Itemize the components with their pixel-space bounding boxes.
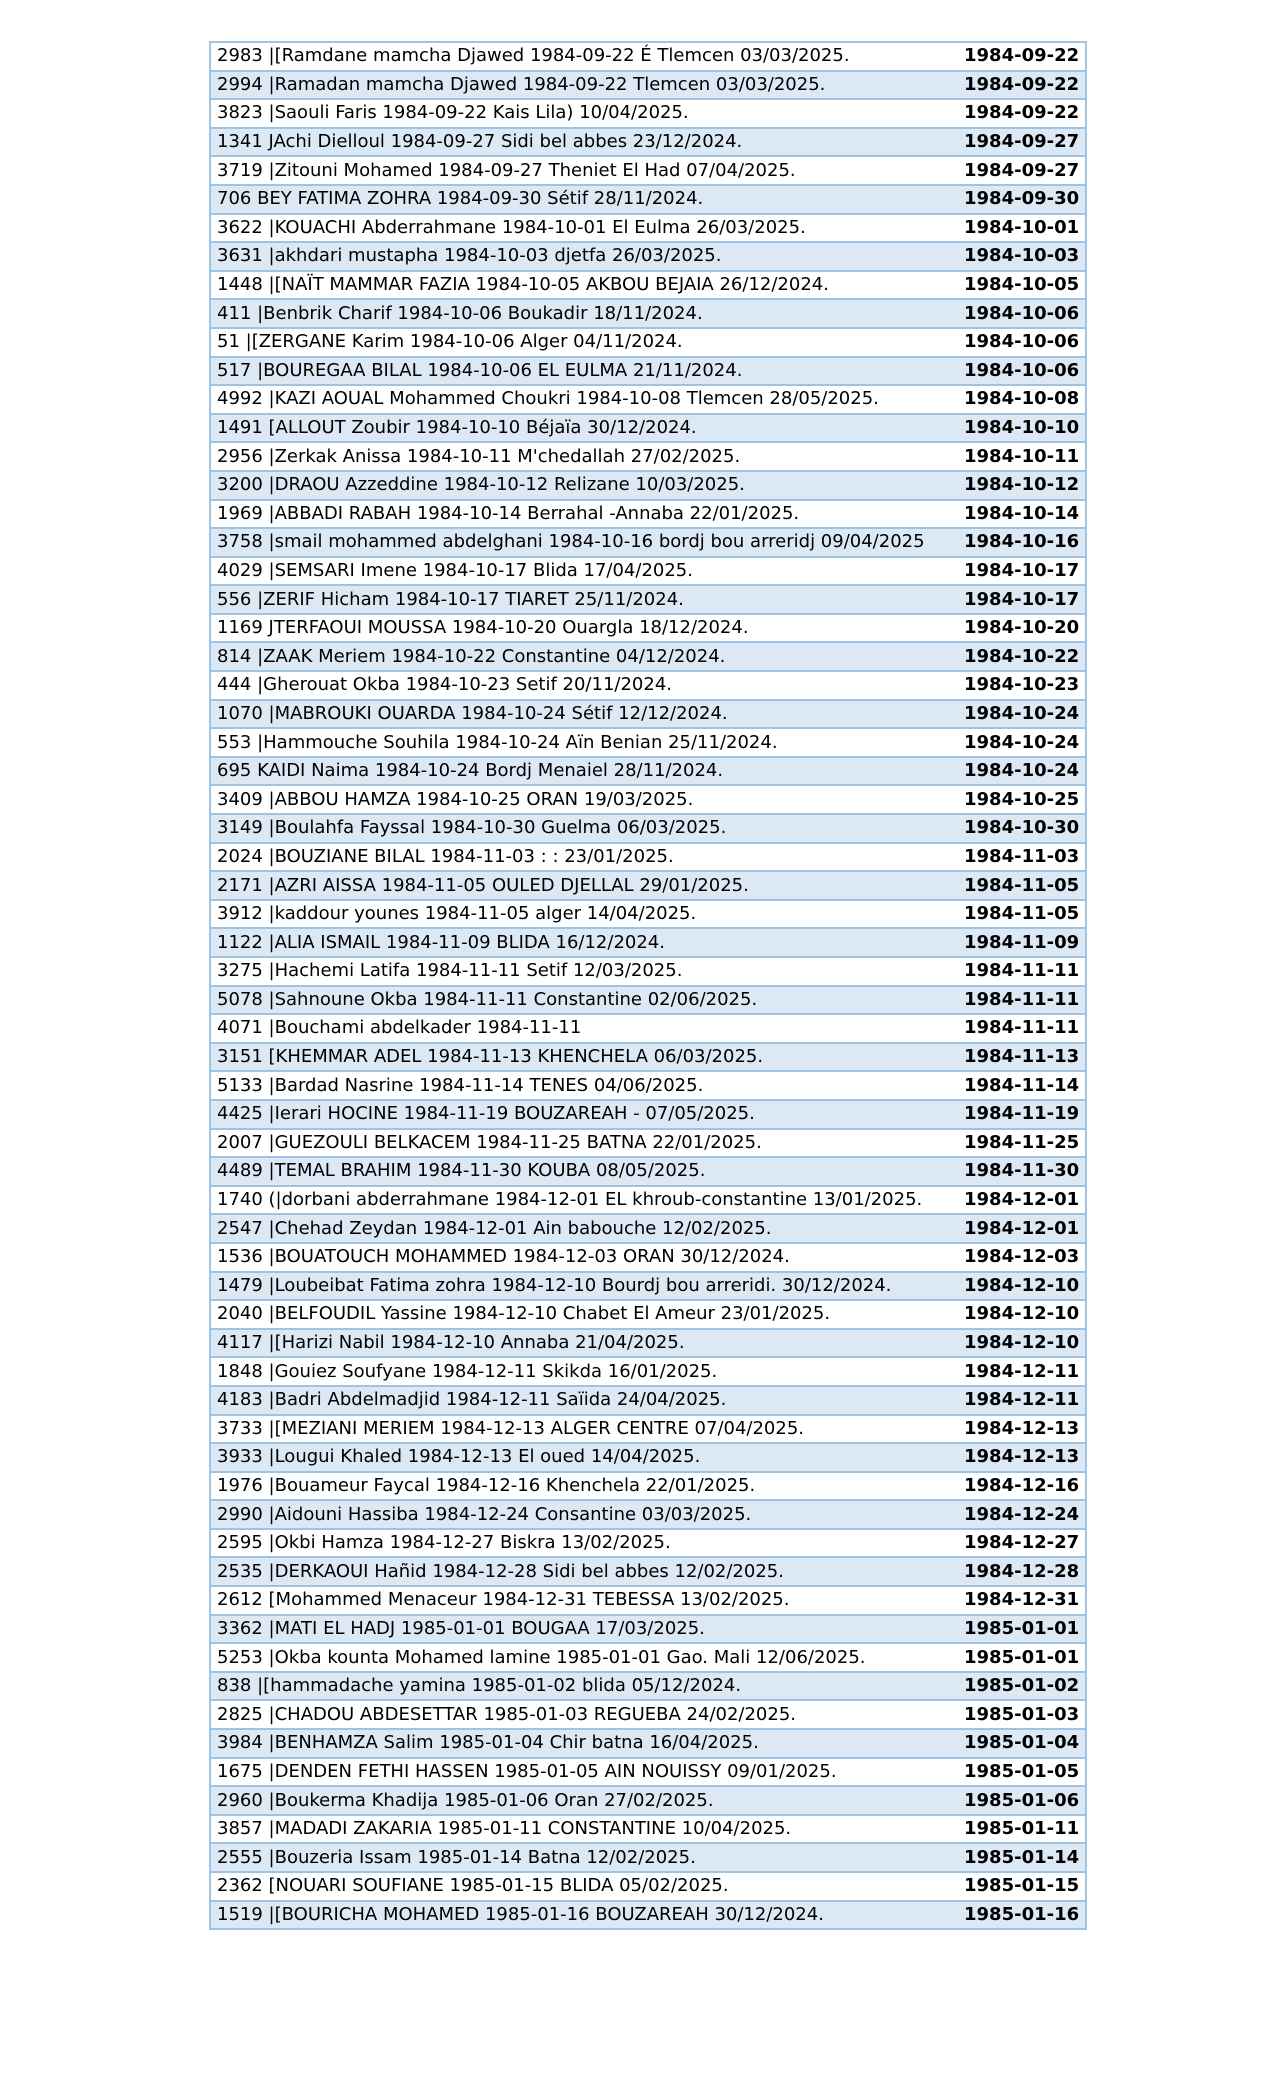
record-birth-date: 1984-12-28 [958, 1557, 1086, 1586]
record-entry-text: 1536 |BOUATOUCH MOHAMMED 1984-12-03 ORAN 30/12/2024. [210, 1243, 958, 1272]
records-table [209, 41, 1087, 1930]
record-birth-date: 1984-10-06 [958, 328, 1086, 357]
record-birth-date: 1984-12-31 [958, 1586, 1086, 1615]
record-birth-date: 1984-09-30 [958, 185, 1086, 214]
record-birth-date: 1984-12-01 [958, 1214, 1086, 1243]
table-row [210, 785, 1086, 814]
record-birth-date: 1984-12-24 [958, 1500, 1086, 1529]
table-row [210, 128, 1086, 157]
table-row [210, 1615, 1086, 1644]
record-birth-date: 1984-10-03 [958, 242, 1086, 271]
table-row [210, 1586, 1086, 1615]
record-entry-text: 553 |Hammouche Souhila 1984-10-24 Aïn Benian 25/11/2024. [210, 728, 958, 757]
table-row [210, 1214, 1086, 1243]
document-page [209, 41, 1085, 1930]
record-entry-text: 556 |ZERIF Hicham 1984-10-17 TIARET 25/11/2024. [210, 585, 958, 614]
table-row [210, 757, 1086, 786]
record-birth-date: 1984-11-05 [958, 900, 1086, 929]
table-row [210, 442, 1086, 471]
record-birth-date: 1984-10-22 [958, 642, 1086, 671]
record-birth-date: 1984-11-14 [958, 1071, 1086, 1100]
table-row [210, 1071, 1086, 1100]
record-birth-date: 1984-10-25 [958, 785, 1086, 814]
table-row [210, 1043, 1086, 1072]
record-birth-date: 1984-10-14 [958, 500, 1086, 529]
record-birth-date: 1984-09-22 [958, 42, 1086, 71]
record-entry-text: 2990 |Aidouni Hassiba 1984-12-24 Consantine 03/03/2025. [210, 1500, 958, 1529]
record-entry-text: 3631 |akhdari mustapha 1984-10-03 djetfa 26/03/2025. [210, 242, 958, 271]
record-entry-text: 1740 (|dorbani abderrahmane 1984-12-01 EL khroub-constantine 13/01/2025. [210, 1186, 958, 1215]
table-row [210, 671, 1086, 700]
record-birth-date: 1985-01-01 [958, 1615, 1086, 1644]
record-birth-date: 1984-12-03 [958, 1243, 1086, 1272]
record-birth-date: 1984-11-05 [958, 871, 1086, 900]
record-entry-text: 2595 |Okbi Hamza 1984-12-27 Biskra 13/02/2025. [210, 1529, 958, 1558]
table-row [210, 585, 1086, 614]
table-row [210, 1729, 1086, 1758]
record-entry-text: 4117 |[Harizi Nabil 1984-12-10 Annaba 21/04/2025. [210, 1329, 958, 1358]
record-birth-date: 1984-12-10 [958, 1329, 1086, 1358]
record-birth-date: 1984-12-11 [958, 1386, 1086, 1415]
record-birth-date: 1984-10-01 [958, 214, 1086, 243]
record-birth-date: 1985-01-06 [958, 1786, 1086, 1815]
table-row [210, 1843, 1086, 1872]
record-birth-date: 1984-10-17 [958, 585, 1086, 614]
record-birth-date: 1985-01-05 [958, 1758, 1086, 1787]
record-birth-date: 1984-10-05 [958, 271, 1086, 300]
record-birth-date: 1984-09-27 [958, 156, 1086, 185]
record-entry-text: 3275 |Hachemi Latifa 1984-11-11 Setif 12/03/2025. [210, 957, 958, 986]
table-row [210, 1129, 1086, 1158]
table-row [210, 214, 1086, 243]
record-entry-text: 4489 |TEMAL BRAHIM 1984-11-30 KOUBA 08/05/2025. [210, 1157, 958, 1186]
record-birth-date: 1984-10-16 [958, 528, 1086, 557]
record-entry-text: 1448 |[NAÏT MAMMAR FAZIA 1984-10-05 AKBOU BEJAIA 26/12/2024. [210, 271, 958, 300]
table-row [210, 986, 1086, 1015]
record-birth-date: 1984-11-19 [958, 1100, 1086, 1129]
record-birth-date: 1984-10-06 [958, 357, 1086, 386]
record-entry-text: 1491 [ALLOUT Zoubir 1984-10-10 Béjaïa 30/12/2024. [210, 414, 958, 443]
record-birth-date: 1984-11-11 [958, 957, 1086, 986]
table-row [210, 843, 1086, 872]
record-entry-text: 3823 |Saouli Faris 1984-09-22 Kais Lila) 10/04/2025. [210, 99, 958, 128]
table-row [210, 1329, 1086, 1358]
record-birth-date: 1984-10-17 [958, 557, 1086, 586]
record-entry-text: 3758 |smail mohammed abdelghani 1984-10-16 bordj bou arreridj 09/04/2025 [210, 528, 958, 557]
record-birth-date: 1985-01-01 [958, 1643, 1086, 1672]
record-entry-text: 3733 |[MEZIANI MERIEM 1984-12-13 ALGER CENTRE 07/04/2025. [210, 1415, 958, 1444]
record-birth-date: 1984-10-20 [958, 614, 1086, 643]
record-entry-text: 5078 |Sahnoune Okba 1984-11-11 Constantine 02/06/2025. [210, 986, 958, 1015]
table-row [210, 1815, 1086, 1844]
table-row [210, 700, 1086, 729]
record-entry-text: 3622 |KOUACHI Abderrahmane 1984-10-01 El Eulma 26/03/2025. [210, 214, 958, 243]
record-birth-date: 1984-09-22 [958, 71, 1086, 100]
table-row [210, 1472, 1086, 1501]
table-row [210, 42, 1086, 71]
table-row [210, 242, 1086, 271]
record-entry-text: 4183 |Badri Abdelmadjid 1984-12-11 Saïida 24/04/2025. [210, 1386, 958, 1415]
record-birth-date: 1984-12-01 [958, 1186, 1086, 1215]
record-birth-date: 1984-12-13 [958, 1443, 1086, 1472]
record-entry-text: 3984 |BENHAMZA Salim 1985-01-04 Chir batna 16/04/2025. [210, 1729, 958, 1758]
record-entry-text: 2825 |CHADOU ABDESETTAR 1985-01-03 REGUEBA 24/02/2025. [210, 1700, 958, 1729]
record-entry-text: 2007 |GUEZOULI BELKACEM 1984-11-25 BATNA 22/01/2025. [210, 1129, 958, 1158]
table-row [210, 385, 1086, 414]
record-birth-date: 1984-11-25 [958, 1129, 1086, 1158]
table-row [210, 1186, 1086, 1215]
record-birth-date: 1984-09-22 [958, 99, 1086, 128]
record-entry-text: 3933 |Lougui Khaled 1984-12-13 El oued 14/04/2025. [210, 1443, 958, 1472]
table-row [210, 1901, 1086, 1930]
record-birth-date: 1984-12-10 [958, 1272, 1086, 1301]
record-entry-text: 838 |[hammadache yamina 1985-01-02 blida 05/12/2024. [210, 1672, 958, 1701]
record-birth-date: 1985-01-14 [958, 1843, 1086, 1872]
table-row [210, 900, 1086, 929]
record-entry-text: 2535 |DERKAOUI Hañid 1984-12-28 Sidi bel abbes 12/02/2025. [210, 1557, 958, 1586]
record-entry-text: 2983 |[Ramdane mamcha Djawed 1984-09-22 É Tlemcen 03/03/2025. [210, 42, 958, 71]
record-entry-text: 4992 |KAZI AOUAL Mohammed Choukri 1984-10-08 Tlemcen 28/05/2025. [210, 385, 958, 414]
table-row [210, 642, 1086, 671]
record-entry-text: 2612 [Mohammed Menaceur 1984-12-31 TEBESSA 13/02/2025. [210, 1586, 958, 1615]
record-birth-date: 1984-10-24 [958, 757, 1086, 786]
record-birth-date: 1985-01-03 [958, 1700, 1086, 1729]
table-row [210, 957, 1086, 986]
record-entry-text: 2040 |BELFOUDIL Yassine 1984-12-10 Chabet El Ameur 23/01/2025. [210, 1300, 958, 1329]
record-birth-date: 1984-12-11 [958, 1357, 1086, 1386]
table-row [210, 1758, 1086, 1787]
record-entry-text: 2024 |BOUZIANE BILAL 1984-11-03 : : 23/01/2025. [210, 843, 958, 872]
table-row [210, 528, 1086, 557]
table-row [210, 471, 1086, 500]
record-entry-text: 3912 |kaddour younes 1984-11-05 alger 14/04/2025. [210, 900, 958, 929]
record-birth-date: 1984-10-30 [958, 814, 1086, 843]
table-row [210, 1100, 1086, 1129]
table-row [210, 299, 1086, 328]
record-entry-text: 517 |BOUREGAA BILAL 1984-10-06 EL EULMA 21/11/2024. [210, 357, 958, 386]
record-entry-text: 1969 |ABBADI RABAH 1984-10-14 Berrahal -Annaba 22/01/2025. [210, 500, 958, 529]
record-entry-text: 1341 JAchi Dielloul 1984-09-27 Sidi bel abbes 23/12/2024. [210, 128, 958, 157]
record-entry-text: 1519 |[BOURICHA MOHAMED 1985-01-16 BOUZAREAH 30/12/2024. [210, 1901, 958, 1930]
table-row [210, 1529, 1086, 1558]
table-row [210, 1300, 1086, 1329]
record-birth-date: 1984-09-27 [958, 128, 1086, 157]
record-entry-text: 706 BEY FATIMA ZOHRA 1984-09-30 Sétif 28/11/2024. [210, 185, 958, 214]
table-row [210, 1500, 1086, 1529]
table-row [210, 1557, 1086, 1586]
record-entry-text: 2547 |Chehad Zeydan 1984-12-01 Ain babouche 12/02/2025. [210, 1214, 958, 1243]
record-entry-text: 1169 JTERFAOUI MOUSSA 1984-10-20 Ouargla 18/12/2024. [210, 614, 958, 643]
record-birth-date: 1985-01-15 [958, 1872, 1086, 1901]
table-row [210, 328, 1086, 357]
record-entry-text: 814 |ZAAK Meriem 1984-10-22 Constantine 04/12/2024. [210, 642, 958, 671]
table-row [210, 728, 1086, 757]
table-row [210, 185, 1086, 214]
record-entry-text: 1479 |Loubeibat Fatima zohra 1984-12-10 Bourdj bou arreridi. 30/12/2024. [210, 1272, 958, 1301]
records-table-body [210, 42, 1086, 1929]
record-birth-date: 1984-12-27 [958, 1529, 1086, 1558]
record-birth-date: 1984-10-23 [958, 671, 1086, 700]
table-row [210, 614, 1086, 643]
record-entry-text: 3409 |ABBOU HAMZA 1984-10-25 ORAN 19/03/2025. [210, 785, 958, 814]
record-entry-text: 3719 |Zitouni Mohamed 1984-09-27 Theniet El Had 07/04/2025. [210, 156, 958, 185]
table-row [210, 1357, 1086, 1386]
record-entry-text: 1976 |Bouameur Faycal 1984-12-16 Khenchela 22/01/2025. [210, 1472, 958, 1501]
record-birth-date: 1984-10-12 [958, 471, 1086, 500]
record-entry-text: 2555 |Bouzeria Issam 1985-01-14 Batna 12/02/2025. [210, 1843, 958, 1872]
record-birth-date: 1984-10-11 [958, 442, 1086, 471]
table-row [210, 557, 1086, 586]
table-row [210, 1272, 1086, 1301]
record-entry-text: 4425 |Ierari HOCINE 1984-11-19 BOUZAREAH - 07/05/2025. [210, 1100, 958, 1129]
record-entry-text: 2362 [NOUARI SOUFIANE 1985-01-15 BLIDA 05/02/2025. [210, 1872, 958, 1901]
table-row [210, 1415, 1086, 1444]
table-row [210, 71, 1086, 100]
record-birth-date: 1985-01-16 [958, 1901, 1086, 1930]
record-birth-date: 1984-10-10 [958, 414, 1086, 443]
record-entry-text: 4029 |SEMSARI Imene 1984-10-17 Blida 17/04/2025. [210, 557, 958, 586]
record-birth-date: 1984-11-13 [958, 1043, 1086, 1072]
record-entry-text: 1122 |ALIA ISMAIL 1984-11-09 BLIDA 16/12/2024. [210, 928, 958, 957]
record-birth-date: 1984-11-11 [958, 1014, 1086, 1043]
record-entry-text: 1070 |MABROUKI OUARDA 1984-10-24 Sétif 12/12/2024. [210, 700, 958, 729]
table-row [210, 1672, 1086, 1701]
table-row [210, 1443, 1086, 1472]
record-entry-text: 2171 |AZRI AISSA 1984-11-05 OULED DJELLAL 29/01/2025. [210, 871, 958, 900]
table-row [210, 500, 1086, 529]
record-entry-text: 3151 [KHEMMAR ADEL 1984-11-13 KHENCHELA 06/03/2025. [210, 1043, 958, 1072]
record-birth-date: 1984-12-16 [958, 1472, 1086, 1501]
record-entry-text: 2994 |Ramadan mamcha Djawed 1984-09-22 Tlemcen 03/03/2025. [210, 71, 958, 100]
table-row [210, 156, 1086, 185]
record-entry-text: 1675 |DENDEN FETHI HASSEN 1985-01-05 AIN NOUISSY 09/01/2025. [210, 1758, 958, 1787]
record-birth-date: 1985-01-04 [958, 1729, 1086, 1758]
table-row [210, 814, 1086, 843]
record-entry-text: 5133 |Bardad Nasrine 1984-11-14 TENES 04/06/2025. [210, 1071, 958, 1100]
record-entry-text: 3200 |DRAOU Azzeddine 1984-10-12 Relizane 10/03/2025. [210, 471, 958, 500]
record-entry-text: 1848 |Gouiez Soufyane 1984-12-11 Skikda 16/01/2025. [210, 1357, 958, 1386]
record-birth-date: 1984-12-13 [958, 1415, 1086, 1444]
record-entry-text: 2956 |Zerkak Anissa 1984-10-11 M'chedallah 27/02/2025. [210, 442, 958, 471]
record-birth-date: 1984-10-24 [958, 728, 1086, 757]
record-entry-text: 51 |[ZERGANE Karim 1984-10-06 Alger 04/11/2024. [210, 328, 958, 357]
table-row [210, 928, 1086, 957]
record-birth-date: 1984-11-30 [958, 1157, 1086, 1186]
table-row [210, 414, 1086, 443]
table-row [210, 1014, 1086, 1043]
record-entry-text: 695 KAIDI Naima 1984-10-24 Bordj Menaiel 28/11/2024. [210, 757, 958, 786]
record-entry-text: 5253 |Okba kounta Mohamed lamine 1985-01-01 Gao. Mali 12/06/2025. [210, 1643, 958, 1672]
record-entry-text: 3362 |MATI EL HADJ 1985-01-01 BOUGAA 17/03/2025. [210, 1615, 958, 1644]
record-birth-date: 1984-11-11 [958, 986, 1086, 1015]
table-row [210, 1243, 1086, 1272]
table-row [210, 1386, 1086, 1415]
record-birth-date: 1984-10-24 [958, 700, 1086, 729]
record-birth-date: 1985-01-11 [958, 1815, 1086, 1844]
table-row [210, 357, 1086, 386]
table-row [210, 1700, 1086, 1729]
record-entry-text: 2960 |Boukerma Khadija 1985-01-06 Oran 27/02/2025. [210, 1786, 958, 1815]
table-row [210, 1157, 1086, 1186]
record-entry-text: 3149 |Boulahfa Fayssal 1984-10-30 Guelma 06/03/2025. [210, 814, 958, 843]
record-entry-text: 411 |Benbrik Charif 1984-10-06 Boukadir 18/11/2024. [210, 299, 958, 328]
record-birth-date: 1985-01-02 [958, 1672, 1086, 1701]
record-birth-date: 1984-11-09 [958, 928, 1086, 957]
record-birth-date: 1984-10-08 [958, 385, 1086, 414]
record-birth-date: 1984-10-06 [958, 299, 1086, 328]
table-row [210, 1786, 1086, 1815]
record-entry-text: 4071 |Bouchami abdelkader 1984-11-11 [210, 1014, 958, 1043]
table-row [210, 871, 1086, 900]
record-birth-date: 1984-12-10 [958, 1300, 1086, 1329]
record-birth-date: 1984-11-03 [958, 843, 1086, 872]
table-row [210, 99, 1086, 128]
table-row [210, 1643, 1086, 1672]
record-entry-text: 3857 |MADADI ZAKARIA 1985-01-11 CONSTANTINE 10/04/2025. [210, 1815, 958, 1844]
table-row [210, 271, 1086, 300]
record-entry-text: 444 |Gherouat Okba 1984-10-23 Setif 20/11/2024. [210, 671, 958, 700]
table-row [210, 1872, 1086, 1901]
